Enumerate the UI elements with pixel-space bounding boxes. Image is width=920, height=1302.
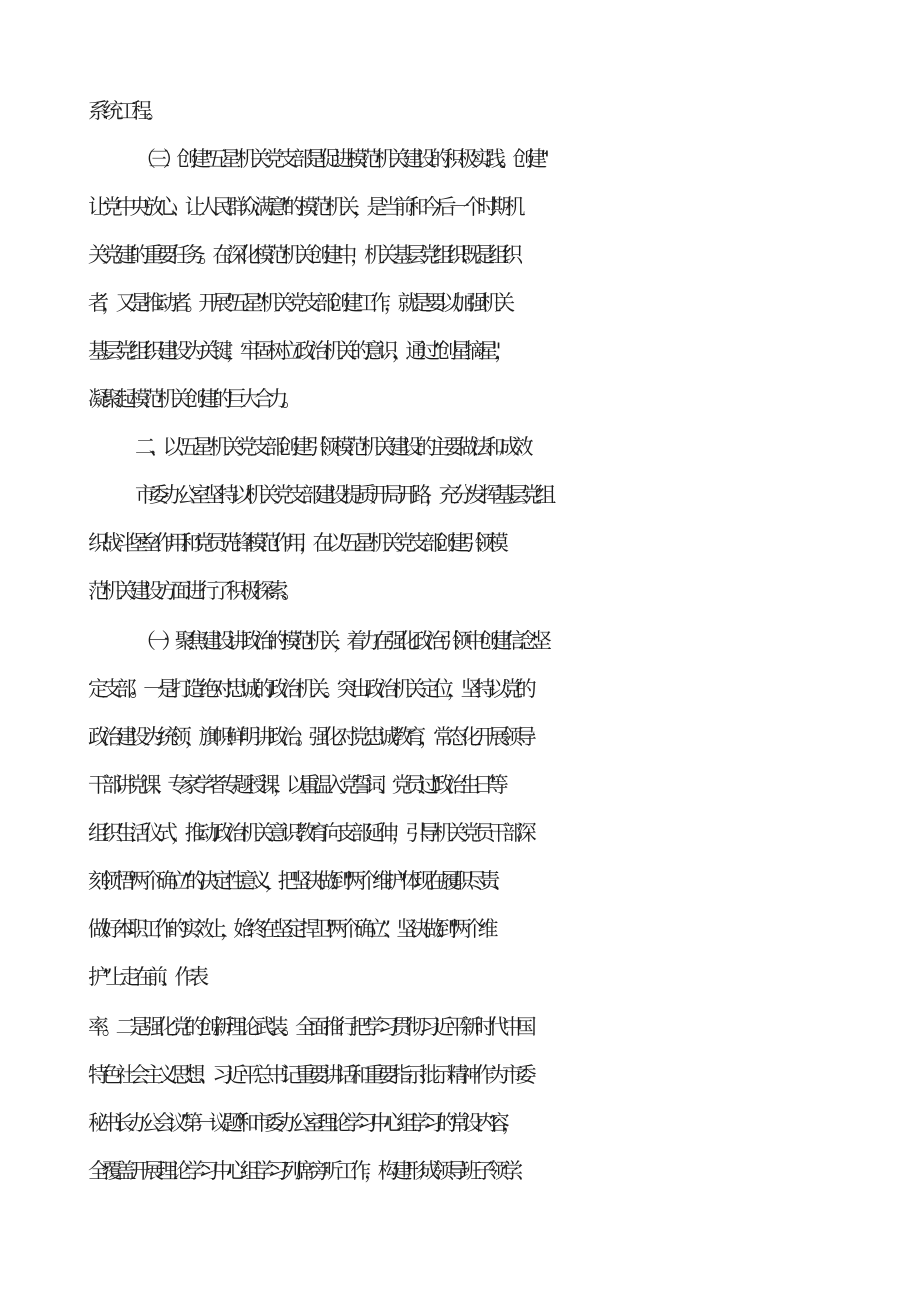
body-text-line: 特色社会主义思想、习近平总书记重要讲话和重要指示批示精神作为市委 bbox=[88, 1063, 530, 1087]
body-text-line: 刻领悟"两个确立”的决定性意义，把坚决做到"两个维护"体现在履职尽责、 bbox=[88, 869, 506, 893]
subheading-line: （三）创建"五星"机关党支部是促进模范机关建设的积极实践。创建" bbox=[135, 147, 543, 171]
body-text-line: 做好本职工作的实效上，始终在坚定捍卫"两个确立”、坚决做到"两个维 bbox=[88, 917, 491, 941]
body-text-line: 凝聚起模范机关创建的巨大合力。 bbox=[88, 387, 295, 411]
body-text-line: 组织生活仪式，推动政治机关意识教育向支部延伸，引导机关党员干部深 bbox=[88, 821, 530, 845]
section-heading: 二、以"五星"机关党支部创建引领模范机关建设的主要做法和成效 bbox=[135, 435, 527, 459]
body-text-line: 政治建设为统领，旗帜鲜明讲政治。强化对党忠诚教育，常态化开展领导 bbox=[88, 725, 530, 749]
body-text-line: 秘书长办公会议"第一议题”和市委办公室理论学习中心组学习的常设内容， bbox=[88, 1111, 516, 1135]
body-text-line: 率。二是强化党的创新理论武装。全面推行把学习贯彻习近平新时代中国 bbox=[88, 1015, 530, 1039]
body-text-line: 织战斗堡垒作用和党员先锋模范作用，在以"五星"机关党支部创建引领模 bbox=[88, 531, 501, 555]
body-text-line: 范机关建设方面进行了积极探索。 bbox=[88, 579, 295, 603]
body-text-line: 关党建的重要任务。在深化模范机关创建中，机关基层党组织既是组织 bbox=[88, 243, 516, 267]
body-text-line: 定支部。一是打造绝对忠诚的政治机关。突出政治机关定位，坚持以党的 bbox=[88, 677, 530, 701]
body-text-line: 全覆盖开展理论学习中心组学习列席旁听工作，构建形成领导班子领学、 bbox=[88, 1159, 530, 1183]
body-text-line: 系统工程。 bbox=[88, 99, 160, 123]
body-text-line: 基层党组织建设为关键，牢固树立政治机关的意识，通过“创星摘星"， bbox=[88, 339, 508, 363]
body-text-line: 护”上走在前、作表 bbox=[88, 965, 202, 989]
body-text-line: 市委办公室坚持以机关党支部建设提质开局开路，充分发挥基层党组 bbox=[135, 483, 549, 507]
subheading-line: （一）聚焦建设讲政治的模范机关，着力在强化政治引领中创建信念坚 bbox=[135, 629, 545, 653]
body-text-line: 让党中央放心、让人民群众满意"的模范机关，是当前和今后一个时期机 bbox=[88, 195, 519, 219]
body-text-line: 者，又是推动者。开展"五星”机关党支部创建工作，就是要以加强机关 bbox=[88, 291, 508, 315]
body-text-line: 干部讲党课、专家学者专题授课，以重温入党誓词、党员过"政治生日"等 bbox=[88, 773, 501, 797]
